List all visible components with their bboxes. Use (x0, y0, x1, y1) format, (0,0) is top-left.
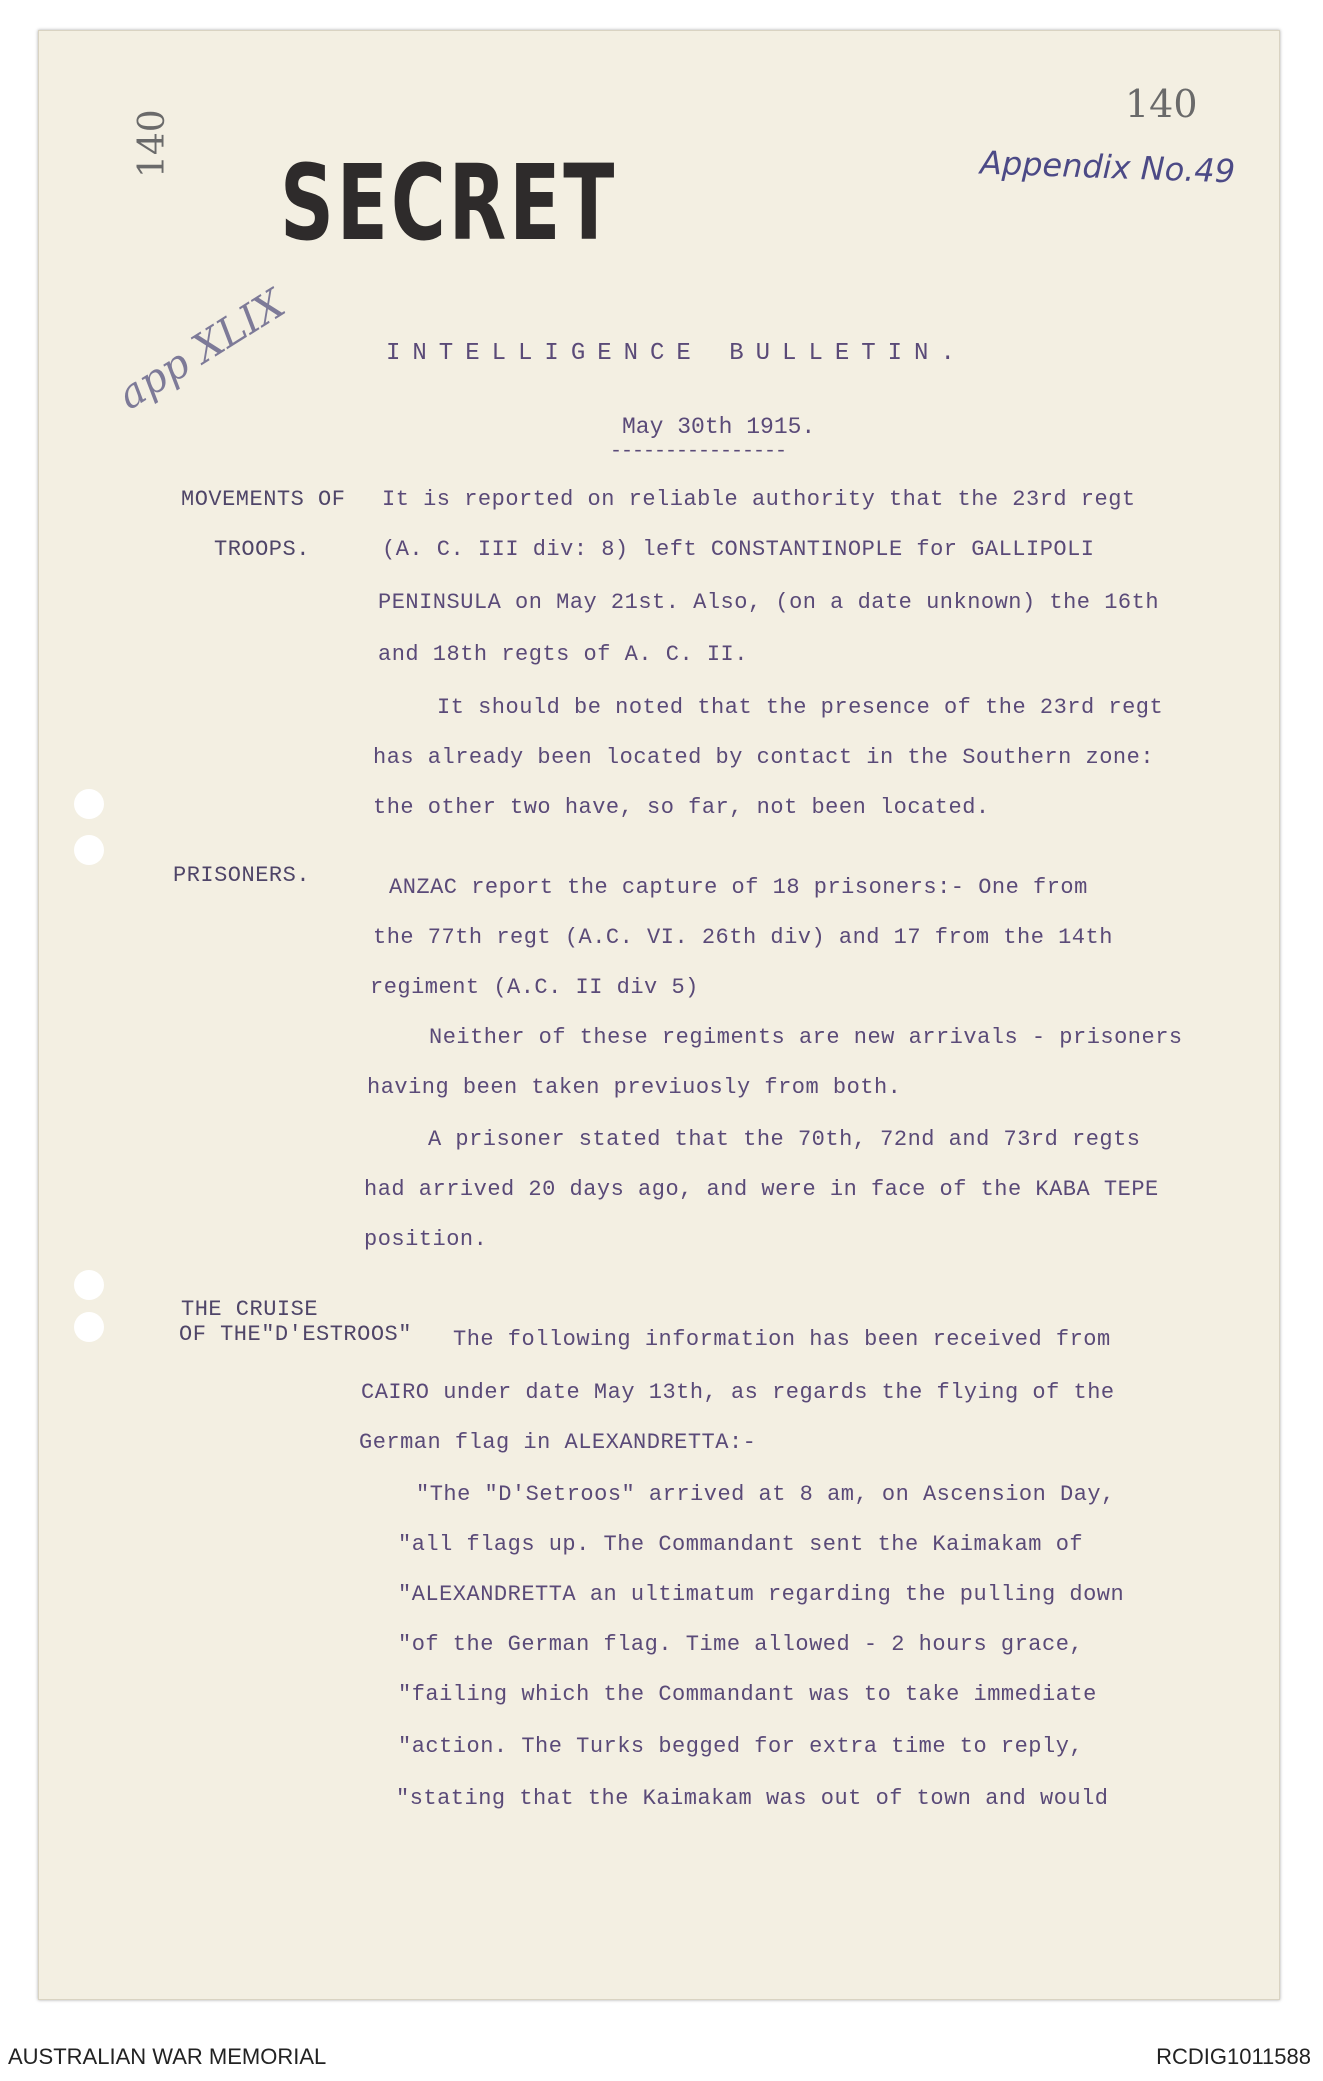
prisoners-line: having been taken previuosly from both. (367, 1075, 902, 1100)
punch-hole (74, 1312, 104, 1342)
cruise-line: "The "D'Setroos" arrived at 8 am, on Ascension Day, (416, 1482, 1115, 1507)
movements-line: the other two have, so far, not been located. (373, 795, 990, 820)
footer-source: AUSTRALIAN WAR MEMORIAL (8, 2044, 327, 2069)
date-underline: ---------------- (610, 440, 787, 463)
section-heading-movements: MOVEMENTS OF (181, 487, 346, 512)
movements-line: PENINSULA on May 21st. Also, (on a date unknown) the 16th (378, 590, 1160, 615)
movements-line: It should be noted that the presence of the 23rd regt (437, 695, 1164, 720)
cruise-line: "of the German flag. Time allowed - 2 hours grace, (398, 1632, 1084, 1657)
prisoners-line: the 77th regt (A.C. VI. 26th div) and 17 from the 14th (373, 925, 1113, 950)
cruise-line: "action. The Turks begged for extra time to reply, (398, 1734, 1084, 1759)
footer-identifier: RCDIG1011588 (1156, 2044, 1311, 2069)
cruise-line: "stating that the Kaimakam was out of town and would (396, 1786, 1109, 1811)
movements-line: (A. C. III div: 8) left CONSTANTINOPLE for GALLIPOLI (382, 537, 1095, 562)
pencil-annotation: app XLIX (110, 280, 294, 420)
cruise-line: "all flags up. The Commandant sent the Kaimakam of (398, 1532, 1084, 1557)
punch-hole (74, 835, 104, 865)
side-page-number: 140 (132, 109, 173, 178)
prisoners-line: had arrived 20 days ago, and were in face of the KABA TEPE (364, 1177, 1159, 1202)
section-heading-cruise: OF THE"D'ESTROOS" (179, 1322, 412, 1347)
prisoners-line: Neither of these regiments are new arrivals - prisoners (429, 1025, 1183, 1050)
prisoners-line: A prisoner stated that the 70th, 72nd and 73rd regts (428, 1127, 1141, 1152)
cruise-line: German flag in ALEXANDRETTA:- (359, 1430, 757, 1455)
section-heading-cruise: THE CRUISE (181, 1297, 319, 1322)
page-number-stamp: 140 (1125, 82, 1198, 126)
bulletin-title: INTELLIGENCE BULLETIN. (386, 340, 967, 367)
bulletin-date: May 30th 1915. (622, 414, 816, 440)
prisoners-line: regiment (A.C. II div 5) (370, 975, 699, 1000)
cruise-line: The following information has been received from (453, 1327, 1111, 1352)
cruise-line: "ALEXANDRETTA an ultimatum regarding the pulling down (398, 1582, 1125, 1607)
prisoners-line: position. (364, 1227, 488, 1252)
punch-hole (74, 789, 104, 819)
cruise-line: CAIRO under date May 13th, as regards the flying of the (361, 1380, 1115, 1405)
punch-hole (74, 1270, 104, 1300)
movements-line: and 18th regts of A. C. II. (378, 642, 748, 667)
appendix-note: Appendix No.49 (979, 143, 1236, 191)
cruise-line: "failing which the Commandant was to take immediate (398, 1682, 1097, 1707)
secret-stamp: SECRET (280, 142, 618, 264)
prisoners-line: ANZAC report the capture of 18 prisoners:- One from (389, 875, 1088, 900)
movements-line: It is reported on reliable authority that the 23rd regt (382, 487, 1136, 512)
movements-line: has already been located by contact in the Southern zone: (373, 745, 1155, 770)
section-heading-movements: TROOPS. (214, 537, 310, 562)
section-heading-prisoners: PRISONERS. (173, 863, 311, 888)
